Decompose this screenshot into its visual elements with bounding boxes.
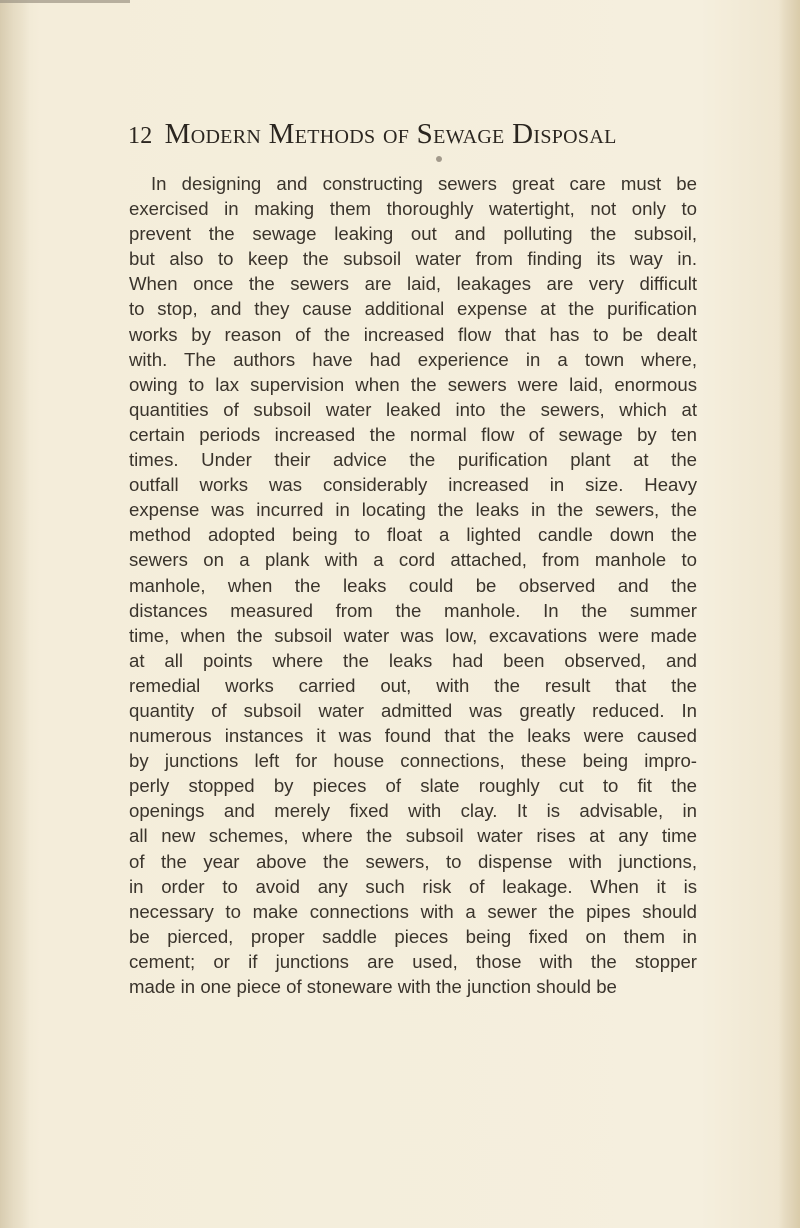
text-line: quantities of subsoil water leaked into the sewers, which at [129, 398, 697, 420]
text-line: owing to lax supervision when the sewers were laid, enormous [129, 373, 697, 395]
text-line: manhole, when the leaks could be observed and the [129, 574, 697, 596]
text-line: works by reason of the increased flow that has to be dealt [129, 323, 697, 345]
text-line: perly stopped by pieces of slate roughly cut to fit the [129, 775, 697, 797]
page-number: 12 [128, 123, 153, 149]
text-line: be pierced, proper saddle pieces being fixed on them in [129, 925, 697, 947]
text-line: certain periods increased the normal flow of sewage by ten [129, 423, 697, 445]
text-line: In designing and constructing sewers great care must be [151, 173, 697, 194]
text-line: times. Under their advice the purification plant at the [129, 449, 697, 471]
text-line: with. The authors have had experience in a town where, [129, 348, 697, 370]
text-line: openings and merely fixed with clay. It is advisable, in [129, 800, 697, 822]
text-line: When once the sewers are laid, leakages are very difficult [129, 273, 697, 295]
text-line: exercised in making them thoroughly watertight, not only to [129, 198, 697, 220]
running-title: Modern Methods of Sewage Disposal [164, 118, 617, 150]
page-gutter-shadow [0, 0, 30, 1228]
text-line: sewers on a plank with a cord attached, from manhole to [129, 549, 697, 571]
text-line: expense was incurred in locating the leaks in the sewers, the [129, 499, 697, 521]
text-line: at all points where the leaks had been observed, and [129, 649, 697, 671]
text-line: in order to avoid any such risk of leakage. When it is [129, 875, 697, 897]
text-line: cement; or if junctions are used, those with the stopper [129, 950, 697, 972]
text-line: but also to keep the subsoil water from finding its way in. [129, 248, 697, 270]
text-line: time, when the subsoil water was low, excavations were made [129, 624, 697, 646]
text-line: distances measured from the manhole. In the summer [129, 599, 697, 621]
text-line: by junctions left for house connections, these being impro- [129, 750, 697, 772]
text-line: remedial works carried out, with the result that the [129, 674, 697, 696]
page-edge-shadow [778, 0, 800, 1228]
text-line: made in one piece of stoneware with the junction should be [129, 976, 617, 997]
text-line: to stop, and they cause additional expense at the purification [129, 298, 697, 320]
text-line: quantity of subsoil water admitted was greatly reduced. In [129, 699, 697, 721]
text-line: method adopted being to float a lighted candle down the [129, 524, 697, 546]
text-line: prevent the sewage leaking out and polluting the subsoil, [129, 223, 697, 245]
text-line: necessary to make connections with a sewer the pipes should [129, 900, 697, 922]
running-header [128, 118, 708, 154]
text-line: outfall works was considerably increased in size. Heavy [129, 474, 697, 496]
ink-dot [436, 156, 442, 162]
top-edge-mark [0, 0, 130, 3]
text-line: numerous instances it was found that the leaks were caused [129, 725, 697, 747]
text-line: of the year above the sewers, to dispense with junctions, [129, 850, 697, 872]
text-line: all new schemes, where the subsoil water rises at any time [129, 825, 697, 847]
body-paragraph [129, 171, 697, 999]
